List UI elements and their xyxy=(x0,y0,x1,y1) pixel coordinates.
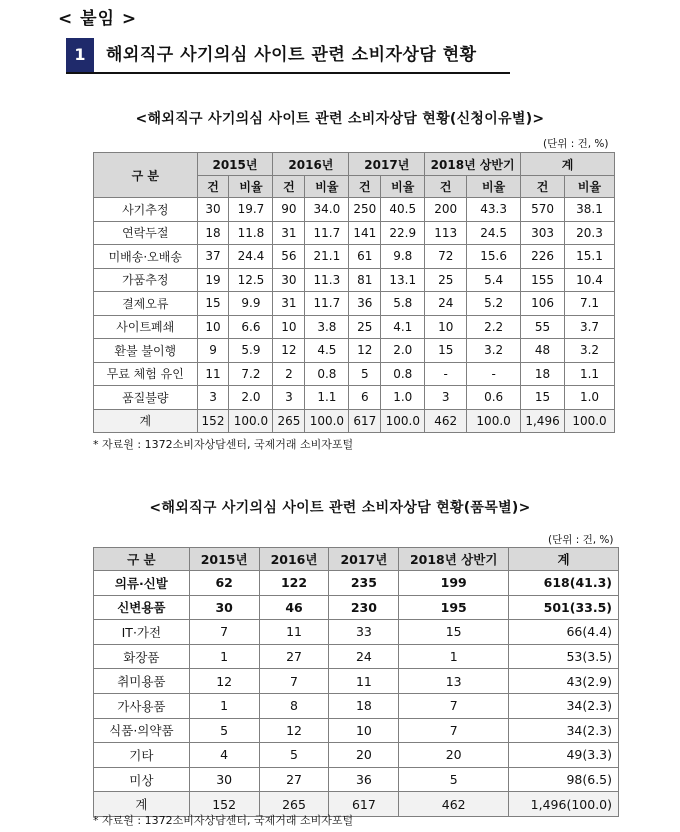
table-row xyxy=(94,718,619,743)
table-cell: 5 xyxy=(349,362,381,386)
table1-header-total: 계 xyxy=(521,153,615,176)
table-cell: 24.4 xyxy=(229,245,273,269)
table-cell: 12.5 xyxy=(229,268,273,292)
table1-subheader-count: 건 xyxy=(197,176,229,198)
table-cell: 43.3 xyxy=(467,198,521,222)
table-cell: 265 xyxy=(273,409,305,433)
table1-caption: <해외직구 사기의심 사이트 관련 소비자상담 현황(신청이유별)> xyxy=(135,111,545,127)
table1-subheader-ratio: 비율 xyxy=(565,176,615,198)
row-label: 미상 xyxy=(94,767,190,792)
table-cell: 19 xyxy=(197,268,229,292)
table-cell: 3 xyxy=(197,386,229,410)
table2-header-year: 2018년 상반기 xyxy=(399,548,509,571)
table-cell: 36 xyxy=(349,292,381,316)
table-cell: 152 xyxy=(197,409,229,433)
table1-subheader-count: 건 xyxy=(273,176,305,198)
table-cell: 5 xyxy=(189,718,259,743)
table-cell: 31 xyxy=(273,292,305,316)
table-cell: 100.0 xyxy=(467,409,521,433)
table1-unit: (단위 : 건, %) xyxy=(543,138,609,150)
table-cell: 195 xyxy=(399,595,509,620)
table1-subheader-count: 건 xyxy=(521,176,565,198)
table-cell: 7 xyxy=(189,620,259,645)
section-underline xyxy=(66,72,510,74)
table-cell: 617 xyxy=(329,792,399,817)
table-cell: 8 xyxy=(259,693,329,718)
table2-caption: <해외직구 사기의심 사이트 관련 소비자상담 현황(품목별)> xyxy=(149,500,531,516)
table-cell: 27 xyxy=(259,644,329,669)
table-cell: 1.1 xyxy=(305,386,349,410)
row-label: 미배송·오배송 xyxy=(94,245,198,269)
table-row xyxy=(94,386,615,410)
table-row xyxy=(94,595,619,620)
table-cell: 226 xyxy=(521,245,565,269)
table-cell: 100.0 xyxy=(565,409,615,433)
table-cell: 501(33.5) xyxy=(509,595,619,620)
table-row xyxy=(94,198,615,222)
table2-header-year: 2017년 xyxy=(329,548,399,571)
table-cell: 462 xyxy=(425,409,467,433)
table-cell: 7 xyxy=(399,693,509,718)
row-label: 사기추정 xyxy=(94,198,198,222)
table-row xyxy=(94,571,619,596)
table-cell: 113 xyxy=(425,221,467,245)
table-cell: 9 xyxy=(197,339,229,363)
table-cell: 20.3 xyxy=(565,221,615,245)
row-label: 화장품 xyxy=(94,644,190,669)
section-header xyxy=(58,38,510,72)
table1-header-year: 2015년 xyxy=(197,153,273,176)
table-cell: 53(3.5) xyxy=(509,644,619,669)
table-cell: 3.2 xyxy=(467,339,521,363)
table2-source: * 자료원 : 1372소비자상담센터, 국제거래 소비자포털 xyxy=(93,814,354,827)
table-cell: 61 xyxy=(349,245,381,269)
table-cell: 10.4 xyxy=(565,268,615,292)
table-cell: 55 xyxy=(521,315,565,339)
table-cell: 3.7 xyxy=(565,315,615,339)
table-cell: 7 xyxy=(399,718,509,743)
table-row xyxy=(94,221,615,245)
table-cell: 0.6 xyxy=(467,386,521,410)
table-cell: 5.8 xyxy=(381,292,425,316)
row-label: 신변용품 xyxy=(94,595,190,620)
table-cell: 25 xyxy=(349,315,381,339)
table-cell: 90 xyxy=(273,198,305,222)
table-cell: 72 xyxy=(425,245,467,269)
table-cell: 56 xyxy=(273,245,305,269)
table-cell: 5.4 xyxy=(467,268,521,292)
table-cell: 6 xyxy=(349,386,381,410)
table-cell: 199 xyxy=(399,571,509,596)
table-cell: 3.8 xyxy=(305,315,349,339)
table-cell: 1,496(100.0) xyxy=(509,792,619,817)
table-cell: 10 xyxy=(425,315,467,339)
table-cell: 5 xyxy=(259,743,329,768)
table-by-reason xyxy=(93,152,615,433)
table-cell: 618(41.3) xyxy=(509,571,619,596)
table-cell: 0.8 xyxy=(305,362,349,386)
table-cell: 1 xyxy=(399,644,509,669)
table-cell: 5.2 xyxy=(467,292,521,316)
table-cell: 12 xyxy=(349,339,381,363)
table-cell: 4.1 xyxy=(381,315,425,339)
table-cell: 18 xyxy=(197,221,229,245)
table-cell: 230 xyxy=(329,595,399,620)
table-cell: 43(2.9) xyxy=(509,669,619,694)
row-label: 사이트폐쇄 xyxy=(94,315,198,339)
table-cell: 155 xyxy=(521,268,565,292)
table1-subheader-ratio: 비율 xyxy=(467,176,521,198)
section-title: 해외직구 사기의심 사이트 관련 소비자상담 현황 xyxy=(106,45,477,65)
table-cell: 11.8 xyxy=(229,221,273,245)
table-cell: 15 xyxy=(197,292,229,316)
table2-header-year: 2016년 xyxy=(259,548,329,571)
table-cell: 37 xyxy=(197,245,229,269)
table-cell: 33 xyxy=(329,620,399,645)
table-cell: - xyxy=(425,362,467,386)
row-label: 의류·신발 xyxy=(94,571,190,596)
table-total-row xyxy=(94,409,615,433)
table-cell: 98(6.5) xyxy=(509,767,619,792)
table-cell: 462 xyxy=(399,792,509,817)
table-cell: 66(4.4) xyxy=(509,620,619,645)
section-number: 1 xyxy=(66,38,94,72)
table1-subheader-count: 건 xyxy=(425,176,467,198)
table-cell: 9.9 xyxy=(229,292,273,316)
table1-body xyxy=(94,198,615,433)
row-label: IT·가전 xyxy=(94,620,190,645)
table-cell: 1 xyxy=(189,693,259,718)
table-cell: 81 xyxy=(349,268,381,292)
table-cell: 152 xyxy=(189,792,259,817)
table1-subheader-ratio: 비율 xyxy=(229,176,273,198)
table-cell: 48 xyxy=(521,339,565,363)
table2-header-year: 2015년 xyxy=(189,548,259,571)
table-cell: 22.9 xyxy=(381,221,425,245)
table-cell: 46 xyxy=(259,595,329,620)
table-cell: 0.8 xyxy=(381,362,425,386)
table-cell: 11 xyxy=(259,620,329,645)
table-cell: 1.0 xyxy=(565,386,615,410)
table-cell: 30 xyxy=(189,595,259,620)
table-cell: 11 xyxy=(329,669,399,694)
table-cell: 18 xyxy=(329,693,399,718)
table-cell: 100.0 xyxy=(229,409,273,433)
table-cell: 235 xyxy=(329,571,399,596)
table-cell: 19.7 xyxy=(229,198,273,222)
table-cell: 1.0 xyxy=(381,386,425,410)
table-cell: 2.2 xyxy=(467,315,521,339)
table-cell: 4.5 xyxy=(305,339,349,363)
table1-header-year: 2016년 xyxy=(273,153,349,176)
table-cell: 20 xyxy=(399,743,509,768)
table-cell: 30 xyxy=(189,767,259,792)
table-cell: 2.0 xyxy=(229,386,273,410)
table-cell: 2 xyxy=(273,362,305,386)
table-row xyxy=(94,620,619,645)
table-cell: 6.6 xyxy=(229,315,273,339)
table-by-item xyxy=(93,547,619,817)
table-cell: 40.5 xyxy=(381,198,425,222)
table-cell: 303 xyxy=(521,221,565,245)
table-cell: 20 xyxy=(329,743,399,768)
table-cell: 5.9 xyxy=(229,339,273,363)
table-cell: 265 xyxy=(259,792,329,817)
row-label: 기타 xyxy=(94,743,190,768)
table-row xyxy=(94,644,619,669)
table-cell: 21.1 xyxy=(305,245,349,269)
row-label: 결제오류 xyxy=(94,292,198,316)
table-cell: 5 xyxy=(399,767,509,792)
table-row xyxy=(94,245,615,269)
row-label: 품질불량 xyxy=(94,386,198,410)
table-row xyxy=(94,315,615,339)
table-cell: 11 xyxy=(197,362,229,386)
row-label: 계 xyxy=(94,409,198,433)
table-cell: 15 xyxy=(399,620,509,645)
table-cell: 12 xyxy=(189,669,259,694)
table2-header-category: 구 분 xyxy=(94,548,190,571)
table-cell: 34.0 xyxy=(305,198,349,222)
table-cell: 4 xyxy=(189,743,259,768)
table-cell: 7.2 xyxy=(229,362,273,386)
table2-body xyxy=(94,571,619,817)
table-cell: 30 xyxy=(197,198,229,222)
table-cell: 34(2.3) xyxy=(509,693,619,718)
table-cell: 617 xyxy=(349,409,381,433)
table-row xyxy=(94,339,615,363)
table-cell: 3 xyxy=(273,386,305,410)
table-cell: 250 xyxy=(349,198,381,222)
table-cell: 31 xyxy=(273,221,305,245)
table-row xyxy=(94,767,619,792)
table-cell: 13 xyxy=(399,669,509,694)
table-cell: 11.3 xyxy=(305,268,349,292)
table1-header-category: 구 분 xyxy=(94,153,198,198)
row-label: 취미용품 xyxy=(94,669,190,694)
table-cell: 3.2 xyxy=(565,339,615,363)
table-cell: 62 xyxy=(189,571,259,596)
row-label: 환불 불이행 xyxy=(94,339,198,363)
row-label: 가품추정 xyxy=(94,268,198,292)
table-cell: 18 xyxy=(521,362,565,386)
table1-subheader-count: 건 xyxy=(349,176,381,198)
table-cell: 570 xyxy=(521,198,565,222)
table-cell: 30 xyxy=(273,268,305,292)
table-cell: 34(2.3) xyxy=(509,718,619,743)
annex-title: < 붙임 > xyxy=(58,9,138,29)
table-row xyxy=(94,362,615,386)
table-cell: 38.1 xyxy=(565,198,615,222)
table-cell: 141 xyxy=(349,221,381,245)
table1-subheader-ratio: 비율 xyxy=(381,176,425,198)
row-label: 무료 체험 유인 xyxy=(94,362,198,386)
table-row xyxy=(94,693,619,718)
table-cell: 24.5 xyxy=(467,221,521,245)
table-cell: 13.1 xyxy=(381,268,425,292)
table1-source: * 자료원 : 1372소비자상담센터, 국제거래 소비자포털 xyxy=(93,438,354,451)
table-cell: 1,496 xyxy=(521,409,565,433)
table1-header-year: 2018년 상반기 xyxy=(425,153,521,176)
table-cell: 10 xyxy=(273,315,305,339)
table-cell: 15 xyxy=(521,386,565,410)
table-cell: 27 xyxy=(259,767,329,792)
table-row xyxy=(94,268,615,292)
table-cell: 49(3.3) xyxy=(509,743,619,768)
table-cell: 122 xyxy=(259,571,329,596)
table-cell: 100.0 xyxy=(305,409,349,433)
table-cell: 2.0 xyxy=(381,339,425,363)
table1-subheader-ratio: 비율 xyxy=(305,176,349,198)
table-cell: 24 xyxy=(425,292,467,316)
table-cell: 15.1 xyxy=(565,245,615,269)
table-cell: 36 xyxy=(329,767,399,792)
table-cell: 7 xyxy=(259,669,329,694)
table-row xyxy=(94,743,619,768)
table-cell: 1.1 xyxy=(565,362,615,386)
table-cell: 12 xyxy=(273,339,305,363)
table-row xyxy=(94,669,619,694)
row-label: 계 xyxy=(94,792,190,817)
row-label: 연락두절 xyxy=(94,221,198,245)
table-cell: 3 xyxy=(425,386,467,410)
table-cell: 24 xyxy=(329,644,399,669)
table1-header-year: 2017년 xyxy=(349,153,425,176)
table-cell: 11.7 xyxy=(305,292,349,316)
table-cell: - xyxy=(467,362,521,386)
table-cell: 25 xyxy=(425,268,467,292)
table-cell: 106 xyxy=(521,292,565,316)
table-cell: 11.7 xyxy=(305,221,349,245)
table-cell: 100.0 xyxy=(381,409,425,433)
row-label: 식품·의약품 xyxy=(94,718,190,743)
table-row xyxy=(94,292,615,316)
table-cell: 15.6 xyxy=(467,245,521,269)
table2-unit: (단위 : 건, %) xyxy=(548,534,614,546)
table2-header-total: 계 xyxy=(509,548,619,571)
table-cell: 10 xyxy=(197,315,229,339)
table-cell: 7.1 xyxy=(565,292,615,316)
table-cell: 1 xyxy=(189,644,259,669)
table-cell: 200 xyxy=(425,198,467,222)
table-cell: 10 xyxy=(329,718,399,743)
table-cell: 9.8 xyxy=(381,245,425,269)
table-cell: 15 xyxy=(425,339,467,363)
row-label: 가사용품 xyxy=(94,693,190,718)
table-cell: 12 xyxy=(259,718,329,743)
